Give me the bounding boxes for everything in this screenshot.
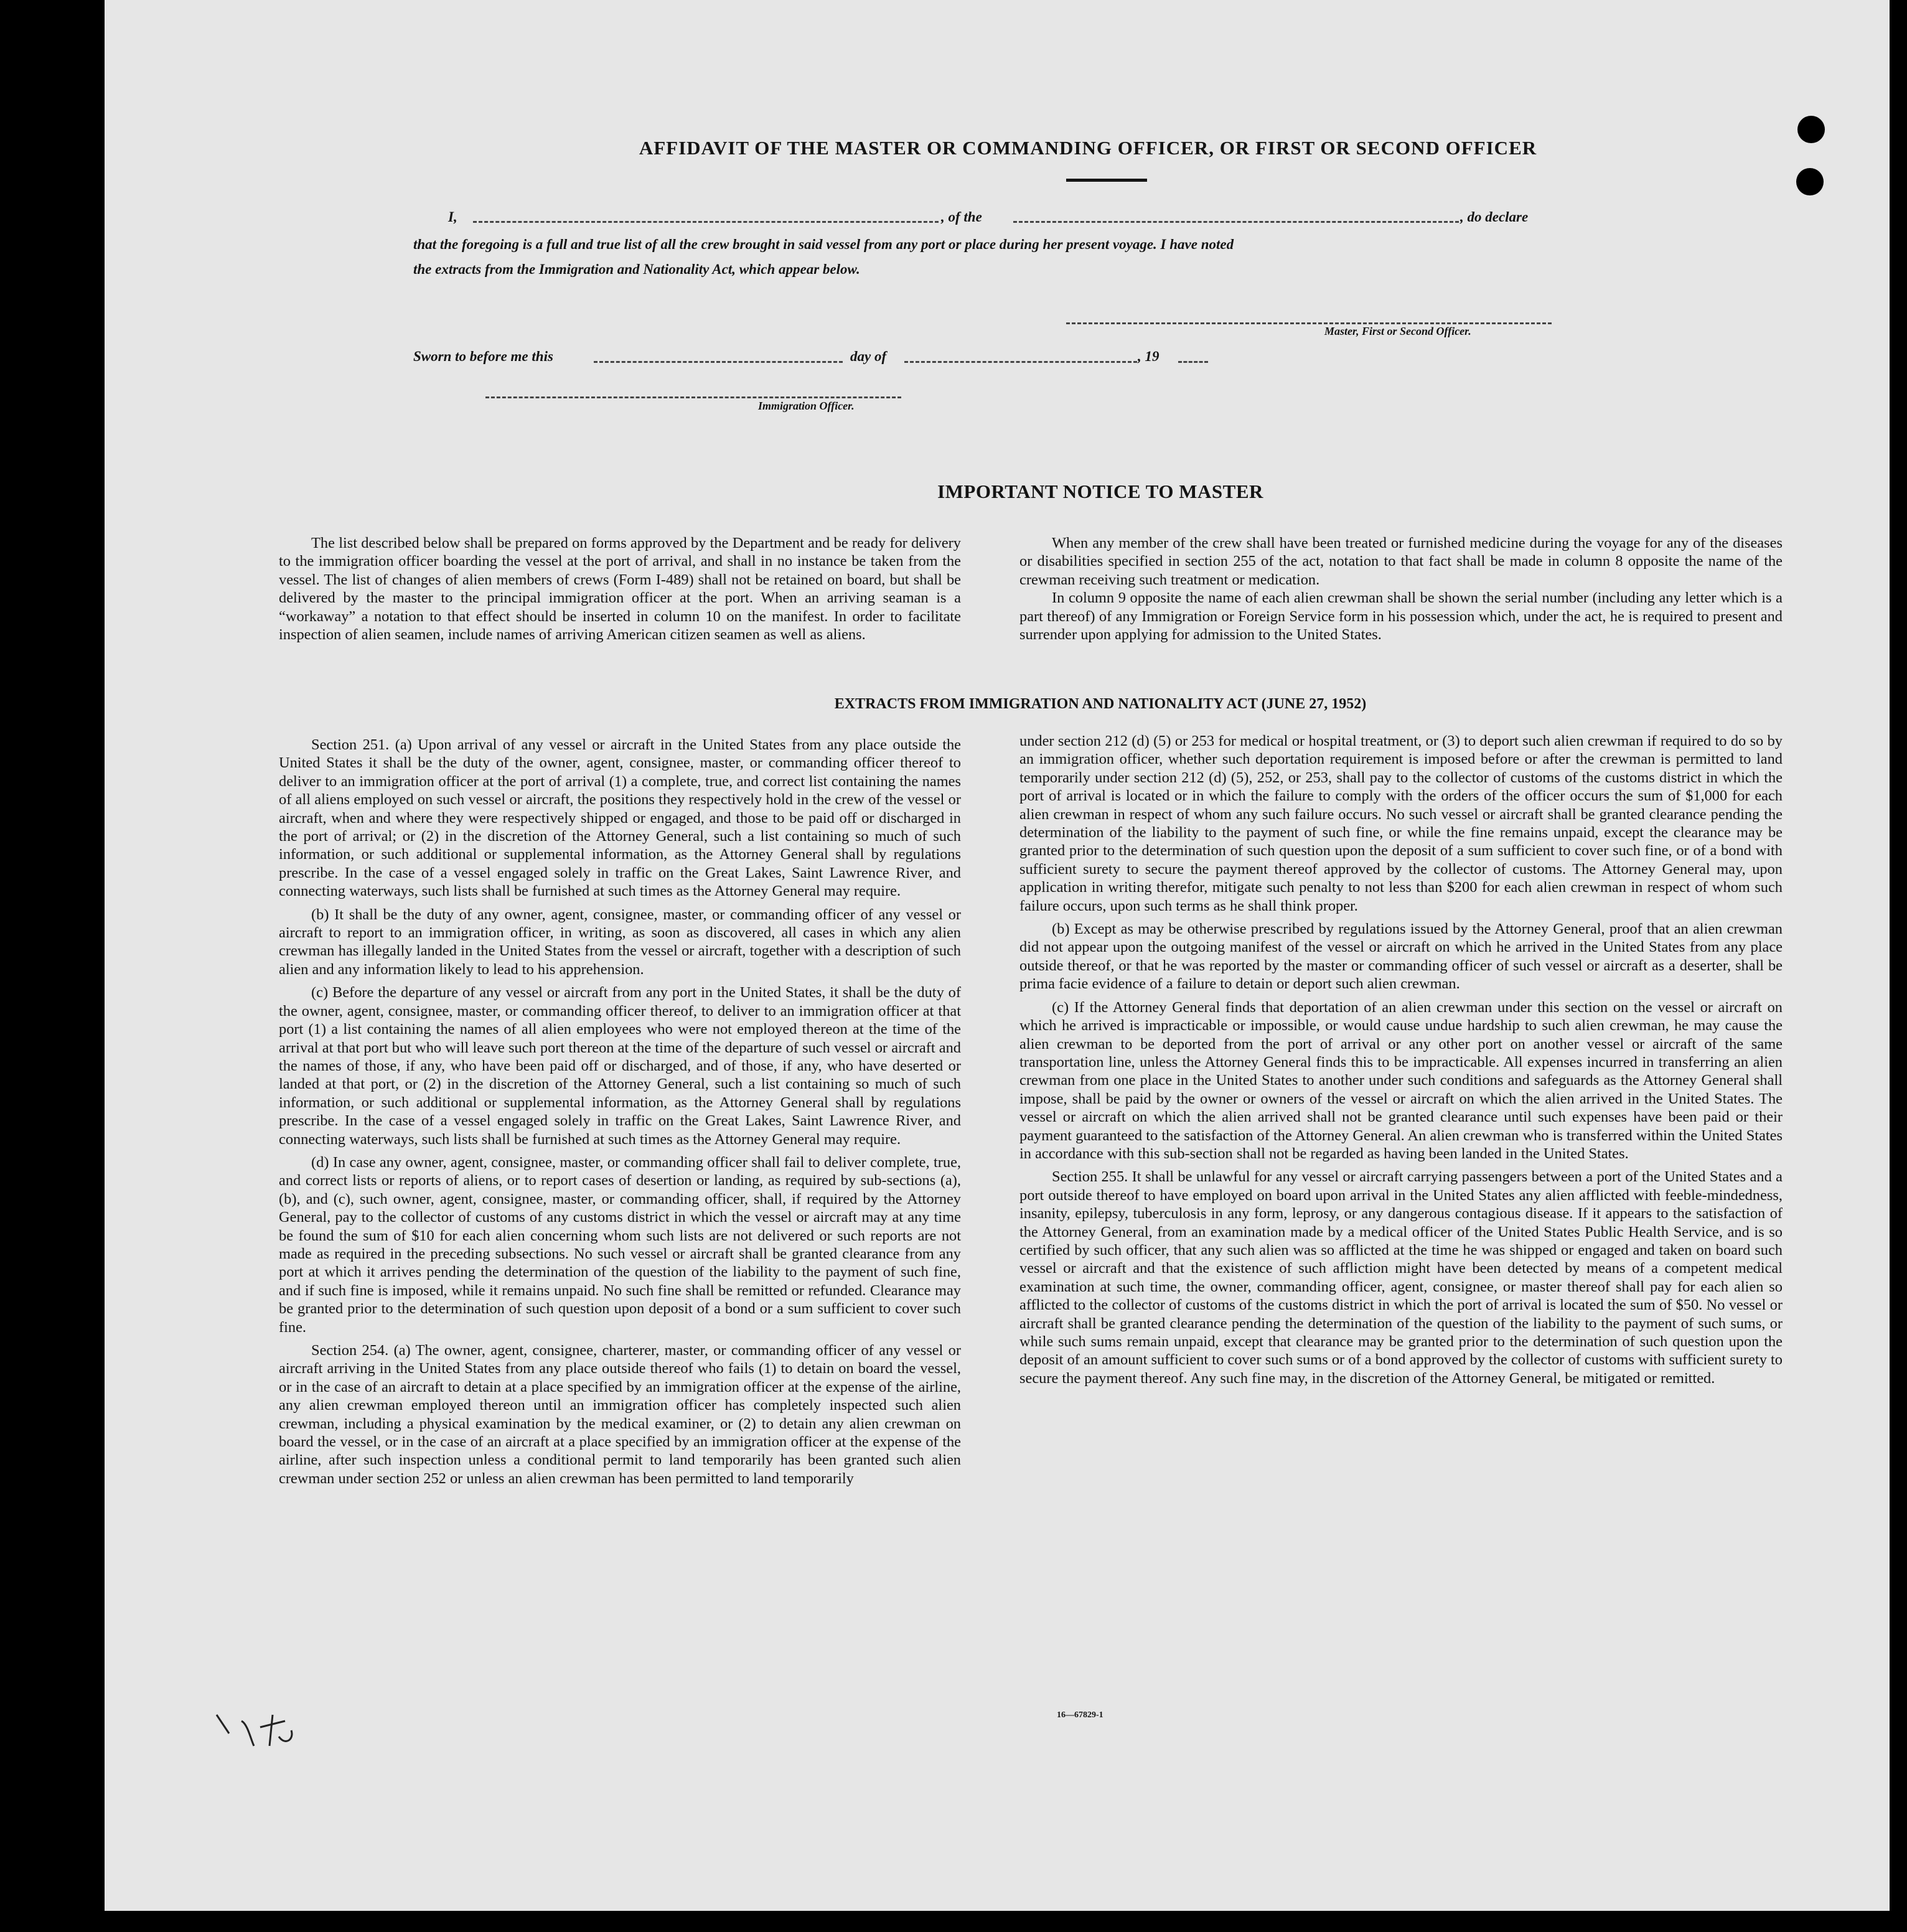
sworn-year-field[interactable] (1178, 361, 1208, 363)
section-254-a: Section 254. (a) The owner, agent, consignee, charterer, master, or commanding officer of any vessel or aircraft arriving in the United States from any place outside thereof who fails (1) to detain on board the vessel, or in the case of an aircraft to detain at a place specified by an immigration officer at the expense of the airline, any alien crewman employed thereon until an immigration officer has completely inspected such alien crewman, including a physical examination by the medical examiner, or (2) to detain any alien crewman on board the vessel, or in the case of an aircraft at a place specified by an immigration officer at the expense of the airline, after such inspection unless a conditional permit to land temporarily has been granted such alien crewman under section 252 or unless an alien crewman has been permitted to land temporarily (279, 1342, 961, 1487)
sworn-day-field[interactable] (594, 361, 843, 363)
form-number: 16—67829-1 (1057, 1710, 1103, 1720)
sworn-month-field[interactable] (904, 361, 1137, 363)
notice-left-column (279, 534, 961, 649)
notice-right-column (1019, 534, 1783, 649)
section-254-b: (b) Except as may be otherwise prescribed by regulations issued by the Attorney General, proof that an alien crewman did not appear upon the outgoing manifest of the vessel or aircraft on which he arrived in the United States from any place outside thereof, or that he was reported by the master or commanding officer of such vessel or aircraft as a deserter, shall be prima facie evidence of a failure to detain or deport such alien crewman. (1019, 921, 1783, 993)
immigration-officer-signature-line[interactable] (485, 396, 901, 398)
extracts-title: EXTRACTS FROM IMMIGRATION AND NATIONALITY ACT (JUNE 27, 1952) (834, 696, 1367, 712)
title-underline (1066, 179, 1147, 182)
section-251-d: (d) In case any owner, agent, consignee, master, or commanding officer shall fail to deliver complete, true, and correct lists or reports of aliens, or to report cases of desertion or landing, as required by sub-sections (a), (b), and (c), such owner, agent, consignee, master, or commanding officer, shall, if required by the Attorney General, pay to the collector of customs of any customs district in which the vessel or aircraft may at any time be found the sum of $10 for each alien concerning whom such lists are not delivered or such reports are not made as required in the preceding subsections. No such vessel or aircraft shall be granted clearance from any port at which it arrives pending the determination of the question of the liability to the payment of such fine, and if such fine is imposed, while it remains unpaid. No such fine shall be remitted or refunded. Clearance may be granted prior to the determination of such question upon deposit of a bond or a sum sufficient to cover such fine. (279, 1153, 961, 1336)
extracts-right-column (1019, 732, 1783, 1392)
master-signature-label: Master, First or Second Officer. (1324, 325, 1471, 337)
document-page (105, 0, 1890, 1911)
year-text: , 19 (1138, 349, 1160, 364)
master-signature-line[interactable] (1066, 322, 1552, 324)
notice-left-paragraph: The list described below shall be prepared on forms approved by the Department and be ready for delivery to the immigration officer boarding the vessel at the port of arrival, and shall in no instance be taken from the vessel. The list of changes of alien members of crews (Form I-489) shall not be retained on board, but shall be delivered by the master to the principal immigration officer at the port. When an arriving seaman is a “workaway” a notation to that effect should be inserted in column 10 on the manifest. In order to facilitate inspection of alien seamen, include names of arriving American citizen seamen as well as aliens. (279, 535, 961, 644)
day-of-text: day of (850, 349, 887, 364)
decl-of-the: , of the (941, 209, 982, 225)
section-251-b: (b) It shall be the duty of any owner, agent, consignee, master, or commanding officer of any vessel or aircraft to report to an immigration officer, in writing, as soon as discovered, all cases in which any alien crewman has illegally landed in the United States from the vessel or aircraft, together with a description of such alien and any information likely to lead to his apprehension. (279, 906, 961, 978)
decl-i: I, (448, 209, 457, 225)
section-254-a-continued: under section 212 (d) (5) or 253 for medical or hospital treatment, or (3) to deport such alien crewman if required to do so by an immigration officer, whether such deportation requirement is imposed before or after the crewman is permitted to land temporarily under section 212 (d) (5), 252, or 253, shall pay to the collector of customs of the customs district in which the port of arrival is located or in which the failure to comply with the orders of the officer occurs the sum of $1,000 for each alien crewman in respect of whom any such failure occurs. No such vessel or aircraft shall be granted clearance pending the determination of the liability to the payment of such fine, or while the fine remains unpaid, except the clearance may be granted prior to the determination of such question upon the deposit of a sum sufficient to cover such fine, or of a bond with sufficient surety to secure the payment thereof approved by the collector of customs. The Attorney General may, upon application in writing therefor, mitigate such penalty to not less than $200 for each alien crewman in respect of whom such failure occurs, upon such terms as he shall think proper. (1019, 733, 1783, 914)
notice-title: IMPORTANT NOTICE TO MASTER (937, 481, 1263, 502)
name-field[interactable] (473, 221, 939, 223)
decl-line2: that the foregoing is a full and true list of all the crew brought in said vessel from any port or place during her present voyage. I have noted (413, 237, 1234, 252)
notice-right-paragraph-1: When any member of the crew shall have been treated or furnished medicine during the voyage for any of the diseases or disabilities specified in section 255 of the act, notation to that fact shall be made in column 8 opposite the name of the crewman receiving such treatment or medication. (1019, 535, 1783, 588)
sworn-text: Sworn to before me this (413, 349, 553, 364)
decl-do-declare: , do declare (1460, 209, 1529, 225)
handwritten-mark (204, 1702, 329, 1758)
notice-right-paragraph-2: In column 9 opposite the name of each alien crewman shall be shown the serial number (including any letter which is a part thereof) of any Immigration or Foreign Service form in his possession which, under the act, he is required to present and surrender upon applying for admission to the United States. (1019, 589, 1783, 644)
punch-hole-bottom (1796, 168, 1824, 195)
section-251-a: Section 251. (a) Upon arrival of any vessel or aircraft in the United States from any place outside the United States it shall be the duty of the owner, agent, consignee, master, or commanding officer thereof to deliver to an immigration officer at the port of arrival (1) a complete, true, and correct list containing the names of all aliens employed on such vessel or aircraft, the positions they respectively hold in the crew of the vessel or aircraft, when and where they were respectively shipped or engaged, and those to be paid off or discharged in the port of arrival; or (2) in the discretion of the Attorney General, such a list containing so much of such information, or such additional or supplemental information, as the Attorney General shall by regulations prescribe. In the case of a vessel engaged solely in traffic on the Great Lakes, Saint Lawrence River, and connecting waterways, such lists shall be furnished at such times as the Attorney General may require. (279, 736, 961, 900)
vessel-field[interactable] (1013, 221, 1459, 223)
decl-line3: the extracts from the Immigration and Nationality Act, which appear below. (413, 261, 860, 277)
extracts-left-column (279, 736, 961, 1493)
section-251-c: (c) Before the departure of any vessel or aircraft from any port in the United States, it shall be the duty of the owner, agent, consignee, master, or commanding officer thereof, to deliver to an immigration officer at that port (1) a list containing the names of all alien employees who were not employed thereon at the time of the arrival at that port but who will leave such port thereon at the time of the departure of such vessel or aircraft and the names of those, if any, who have been paid off or discharged, and of those, if any, who have deserted or landed at that port, or (2) in the discretion of the Attorney General, such a list containing so much of such information, or such additional or supplemental information, as the Attorney General shall by regulations prescribe. In the case of a vessel engaged solely in traffic on the Great Lakes, Saint Lawrence River, and connecting waterways, such lists shall be furnished at such times as the Attorney General may require. (279, 984, 961, 1148)
punch-hole-top (1797, 116, 1825, 143)
section-254-c: (c) If the Attorney General finds that deportation of an alien crewman under this section on the vessel or aircraft on which he arrived is impracticable or impossible, or would cause undue hardship to such alien crewman, he may cause the alien crewman to be deported from the port of arrival or any other port on another vessel or aircraft of the same transportation line, unless the Attorney General finds this to be impracticable. All expenses incurred in transferring an alien crewman from one place in the United States to another under such conditions and safeguards as the Attorney General shall impose, shall be paid by the owner or owners of the vessel or aircraft on which the alien arrived in the United States. The vessel or aircraft on which the alien arrived shall not be granted clearance until such expenses have been paid or their payment guaranteed to the satisfaction of the Attorney General. An alien crewman who is transferred within the United States in accordance with this sub-section shall not be regarded as having been landed in the United States. (1019, 998, 1783, 1162)
section-255: Section 255. It shall be unlawful for any vessel or aircraft carrying passengers between a port of the United States and a port outside thereof to have employed on board upon arrival in the United States any alien afflicted with feeble-mindedness, insanity, epilepsy, tuberculosis in any form, leprosy, or any dangerous contagious disease. If it appears to the satisfaction of the Attorney General, from an examination made by a medical officer of the United States Public Health Service, and is so certified by such officer, that any such alien was so afflicted at the time he was shipped or engaged and taken on board such vessel or aircraft and that the existence of such affliction might have been detected by means of a competent medical examination at such time, the owner, commanding officer, agent, consignee, or master thereof shall pay for each alien so afflicted to the collector of customs of the customs district in which the port of arrival is located the sum of $50. No vessel or aircraft shall be granted clearance pending the determination of the question of the liability to the payment of such sums, or while such sums remain unpaid, except that clearance may be granted prior to the determination of such question upon the deposit of an amount sufficient to cover such sums or of a bond approved by the collector of customs with sufficient surety to secure the payment thereof. Any such fine may, in the discretion of the Attorney General, be mitigated or remitted. (1019, 1168, 1783, 1387)
affidavit-title: AFFIDAVIT OF THE MASTER OR COMMANDING OFFICER, OR FIRST OR SECOND OFFICER (639, 137, 1537, 159)
immigration-officer-label: Immigration Officer. (758, 400, 855, 412)
